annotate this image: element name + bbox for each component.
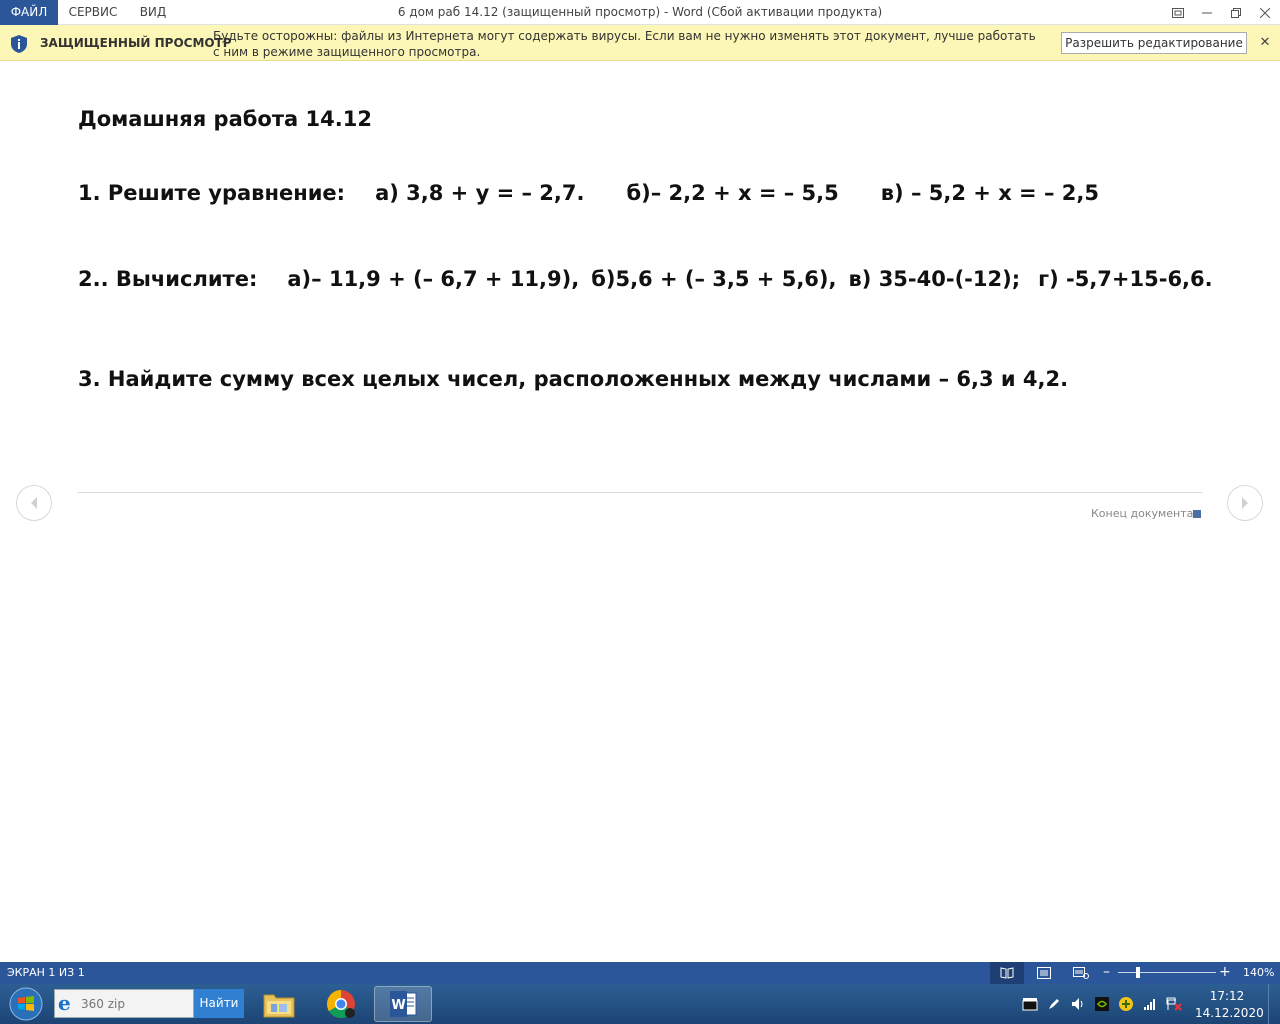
task-2-c: в) 35-40-(-12); [848, 267, 1021, 291]
status-bar [0, 962, 1280, 984]
task-1-c: в) – 5,2 + х = – 2,5 [880, 181, 1099, 205]
pen-icon [1047, 997, 1061, 1011]
internet-explorer-icon: e [58, 991, 71, 1015]
zoom-in-button[interactable]: + [1219, 964, 1231, 980]
restore-button[interactable] [1222, 0, 1250, 25]
page-layout-icon [1037, 967, 1051, 979]
task-2-label: 2.. Вычислите: [78, 267, 258, 291]
yellow-circle-icon [1118, 996, 1134, 1012]
word-icon [388, 990, 418, 1018]
minimize-icon [1202, 8, 1212, 18]
zoom-slider-thumb[interactable] [1136, 967, 1140, 978]
taskbar-search-box[interactable] [54, 989, 194, 1018]
enable-editing-button[interactable]: Разрешить редактирование [1061, 32, 1247, 54]
task-2 [78, 267, 1213, 291]
taskbar-chrome[interactable] [312, 986, 370, 1022]
start-button[interactable] [6, 986, 46, 1022]
end-divider [78, 492, 1202, 493]
tab-service[interactable]: СЕРВИС [68, 5, 118, 19]
web-layout-icon [1073, 967, 1089, 979]
end-of-document-marker [1193, 510, 1201, 518]
search-input[interactable] [81, 990, 191, 1017]
close-window-button[interactable] [1251, 0, 1279, 25]
page-counter: ЭКРАН 1 ИЗ 1 [7, 966, 85, 979]
close-icon [1260, 8, 1270, 18]
tray-volume-button[interactable] [1070, 996, 1086, 1012]
clock-time[interactable]: 17:12 [1209, 989, 1245, 1003]
minimize-button[interactable] [1193, 0, 1221, 25]
document-title: Домашняя работа 14.12 [78, 107, 372, 131]
fullscreen-button[interactable] [1164, 0, 1192, 25]
end-of-document-label: Конец документа [1091, 507, 1194, 520]
title-bar [0, 0, 1280, 25]
tray-network-button[interactable] [1166, 996, 1182, 1012]
folder-icon [263, 990, 295, 1018]
taskbar-word[interactable] [374, 986, 432, 1022]
signal-bars-icon [1143, 997, 1157, 1011]
tray-signal-button[interactable] [1142, 996, 1158, 1012]
close-protected-bar-button[interactable]: ✕ [1259, 35, 1271, 50]
protected-view-message: Будьте осторожны: файлы из Интернета могут содержать вирусы. Если вам не нужно изменять этот документ, лучше работать с ним в режиме защищенного просмотра. [213, 29, 1036, 59]
tab-view[interactable]: ВИД [139, 5, 167, 19]
speaker-icon [1071, 997, 1085, 1011]
clapperboard-icon [1022, 997, 1038, 1011]
nvidia-icon [1095, 997, 1109, 1011]
task-2-a: а)– 11,9 + (– 6,7 + 11,9), [287, 267, 580, 291]
tray-pen-icon-button[interactable] [1046, 996, 1062, 1012]
chevron-left-icon [29, 496, 39, 510]
search-button[interactable]: Найти [194, 989, 244, 1018]
task-1 [78, 181, 1099, 205]
zoom-level[interactable]: 140% [1243, 966, 1275, 979]
taskbar [0, 984, 1280, 1024]
next-screen-button[interactable] [1227, 485, 1263, 521]
document-area [0, 61, 1280, 962]
read-mode-button[interactable] [990, 962, 1024, 984]
restore-icon [1231, 8, 1241, 18]
task-2-b: б)5,6 + (– 3,5 + 5,6), [591, 267, 837, 291]
svg-text:W: W [391, 998, 406, 1013]
task-3: 3. Найдите сумму всех целых чисел, расположенных между числами – 6,3 и 4,2. [78, 367, 1069, 391]
chevron-right-icon [1240, 496, 1250, 510]
tray-nvidia-button[interactable] [1094, 996, 1110, 1012]
protected-view-label: ЗАЩИЩЕННЫЙ ПРОСМОТР [40, 36, 232, 50]
windows-logo-icon [9, 987, 43, 1021]
tab-file[interactable]: ФАЙЛ [0, 0, 58, 25]
fullscreen-icon [1172, 8, 1184, 18]
zoom-out-button[interactable]: – [1103, 964, 1110, 980]
task-1-a: а) 3,8 + у = – 2,7. [375, 181, 585, 205]
network-error-icon [1166, 997, 1182, 1011]
taskbar-explorer[interactable] [250, 986, 308, 1022]
clock-date[interactable]: 14.12.2020 [1195, 1006, 1264, 1020]
task-2-d: г) -5,7+15-6,6. [1038, 267, 1213, 291]
chrome-icon [326, 989, 356, 1019]
window-title: 6 дом раб 14.12 (защищенный просмотр) - Word (Сбой активации продукта) [397, 5, 883, 19]
shield-info-icon [9, 34, 29, 54]
print-layout-button[interactable] [1027, 962, 1061, 984]
book-icon [1000, 967, 1014, 979]
tray-update-button[interactable] [1118, 996, 1134, 1012]
show-desktop-button[interactable] [1268, 984, 1280, 1024]
zoom-slider-track[interactable] [1118, 972, 1216, 973]
web-layout-button[interactable] [1064, 962, 1098, 984]
task-1-label: 1. Решите уравнение: [78, 181, 346, 205]
previous-screen-button[interactable] [16, 485, 52, 521]
tray-app-icon[interactable] [1022, 996, 1038, 1012]
protected-view-bar [0, 25, 1280, 61]
task-1-b: б)– 2,2 + х = – 5,5 [626, 181, 839, 205]
